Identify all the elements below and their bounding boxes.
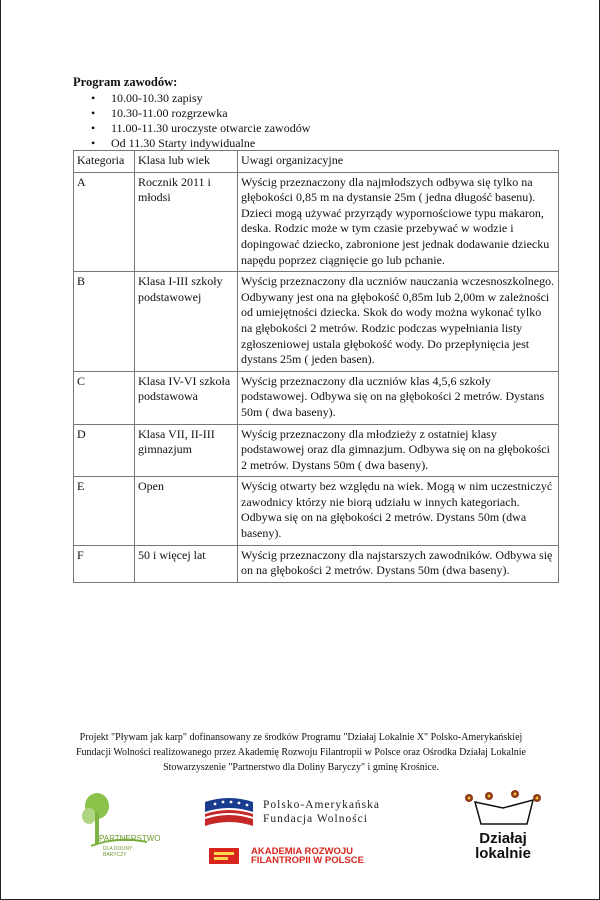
table-row (74, 371, 559, 424)
notes-cell: Wyścig przeznaczony dla młodzieży z ostatniej klasy podstawowej oraz dla gimnazjum. Odbywa się on na głębokości 2 metrów. Dystans 50m ( dwa baseny). (238, 424, 559, 477)
pafw-line2: Fundacja Wolności (263, 813, 368, 825)
partnerstwo-sub: DLA DOLINY BARYCZY (103, 846, 133, 858)
table-row (74, 172, 559, 272)
category-cell: D (74, 424, 135, 477)
dzialaj-line2: lokalnie (475, 845, 531, 862)
class-cell: Rocznik 2011 i młodsi (135, 172, 238, 272)
flowers-icon (455, 790, 551, 830)
column-header-klasa: Klasa lub wiek (135, 151, 238, 173)
notes-cell: Wyścig przeznaczony dla najstarszych zawodników. Odbywa się on na głębokości 2 metrów. Dystans 50m (dwa baseny). (238, 545, 559, 582)
category-cell: A (74, 172, 135, 272)
program-item: • Od 11.30 Starty indywidualne (91, 136, 310, 151)
notes-cell: Wyścig przeznaczony dla najmłodszych odbywa się tylko na głębokości 0,85 m na dystansie 25m ( jedna długość basenu). Dzieci mogą używać przyrządy wypornościowe typu makaron, deska. Rodzic może w tym czasie przebywać w wodzie i dopingować dziecko, zabronione jest jednak dodawanie dziecku napędu poprzez ciągnięcie go lub pchanie. (238, 172, 559, 272)
notes-cell: Wyścig przeznaczony dla uczniów klas 4,5,6 szkoły podstawowej. Odbywa się on na głębokości 2 metrów. Dystans 50m ( dwa baseny). (238, 371, 559, 424)
program-title: Program zawodów: (73, 75, 178, 89)
category-cell: C (74, 371, 135, 424)
table-row (74, 477, 559, 545)
table-row (74, 424, 559, 477)
class-cell: Open (135, 477, 238, 545)
category-cell: B (74, 272, 135, 372)
table-header-row (74, 151, 559, 173)
column-header-uwagi: Uwagi organizacyjne (238, 151, 559, 173)
sponsor-logos (1, 780, 600, 880)
program-list (91, 91, 310, 151)
class-cell: Klasa VII, II-III gimnazjum (135, 424, 238, 477)
table-row (74, 272, 559, 372)
table-row (74, 545, 559, 582)
category-cell: F (74, 545, 135, 582)
dzialaj-lokalnie-logo (455, 790, 551, 870)
partnerstwo-name: PARTNERSTWO (99, 834, 161, 843)
dzialaj-line1: Działaj (479, 830, 527, 847)
pafw-line1: Polsko-Amerykańska (263, 799, 381, 811)
program-item: • 10.30-11.00 rozgrzewka (91, 106, 310, 121)
arfp-line2: FILANTROPII W POLSCE (251, 855, 364, 866)
notes-cell: Wyścig otwarty bez względu na wiek. Mogą w nim uczestniczyć zawodnicy którzy nie biorą udziału w innych kategoriach. Odbywa się on na głębokości 2 metrów. Dystans 50m (dwa baseny). (238, 477, 559, 545)
category-cell: E (74, 477, 135, 545)
funding-note: Projekt "Pływam jak karp" dofinansowany ze środków Programu "Działaj Lokalnie X" Polsko-Amerykańskiej Fundacji Wolności realizowanego przez Akademię Rozwoju Filantropii w Polsce oraz Ośrodka Działaj Lokalnie Stowarzyszenie "Partnerstwo dla Doliny Baryczy" i gminę Krośnice. (76, 732, 526, 773)
class-cell: 50 i więcej lat (135, 545, 238, 582)
flag-icon (201, 796, 257, 830)
column-header-kategoria: Kategoria (74, 151, 135, 173)
categories-table (73, 150, 559, 583)
arfp-line1: AKADEMIA ROZWOJU (251, 846, 354, 857)
arfp-mark-icon (209, 848, 239, 864)
pafw-logo (201, 796, 421, 832)
notes-cell: Wyścig przeznaczony dla uczniów nauczania wczesnoszkolnego. Odbywany jest ona na głębokość 0,85m lub 2,00m w zależności od umiejętności dziecka. Skok do wody można wykonać tylko na głębokości 2 metrów. Rodzic podczas wypełniania listy zgłoszeniowej ustala głębokość wody. Do przepłynięcia jest dystans 25m ( jeden basen). (238, 272, 559, 372)
arfp-logo (209, 846, 419, 868)
program-item: • 11.00-11.30 uroczyste otwarcie zawodów (91, 121, 310, 136)
class-cell: Klasa I-III szkoły podstawowej (135, 272, 238, 372)
class-cell: Klasa IV-VI szkoła podstawowa (135, 371, 238, 424)
program-item: • 10.00-10.30 zapisy (91, 91, 310, 106)
partnerstwo-logo (77, 790, 161, 860)
